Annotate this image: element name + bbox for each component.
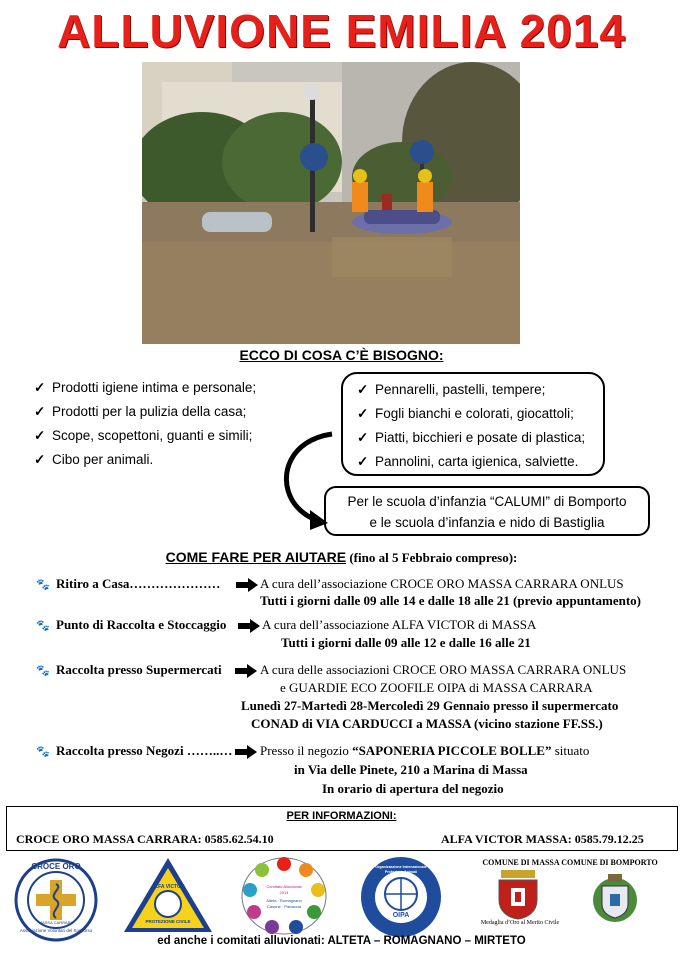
- list-item: ✓ Fogli bianchi e colorati, giocattoli;: [357, 402, 603, 426]
- list-item: ✓ Pannolini, carta igienica, salviette.: [357, 450, 603, 474]
- comitato-alluvionati-logo: Comitato Alluvionati 2014 Alteta · Romagnano Casone · Partaccia: [240, 856, 328, 936]
- section-negozi-line1: Presso il negozio “SAPONERIA PICCOLE BOLLE” situato: [260, 743, 590, 758]
- poster-title: ALLUVIONE EMILIA 2014: [57, 5, 626, 57]
- how-heading: COME FARE PER AIUTARE (fino al 5 Febbraio compreso):: [165, 549, 518, 565]
- comuni-heading: COMUNE DI MASSA COMUNE DI BOMPORTO: [482, 858, 658, 867]
- section-supermercati-line2: e GUARDIE ECO ZOOFILE OIPA di MASSA CARRARA: [280, 680, 593, 695]
- check-icon: ✓: [357, 454, 369, 469]
- section-label-negozi: 🐾 Raccolta presso Negozi ……..…: [36, 743, 233, 758]
- list-item: ✓ Cibo per animali.: [34, 448, 256, 472]
- section-label-ritiro: 🐾 Ritiro a Casa…………………: [36, 576, 221, 591]
- list-item: ✓ Prodotti igiene intima e personale;: [34, 376, 256, 400]
- paw-icon: 🐾: [36, 746, 50, 758]
- info-heading: PER INFORMAZIONI:: [286, 810, 397, 822]
- needs-box-right: [341, 372, 605, 476]
- section-ritiro-line1: A cura dell’associazione CROCE ORO MASSA CARRARA ONLUS: [260, 576, 624, 591]
- oipa-logo: Organizzazione Internazionale Protezione Animali OIPA: [360, 856, 442, 938]
- info-croce-oro-phone: CROCE ORO MASSA CARRARA: 0585.62.54.10: [16, 832, 274, 846]
- arrow-right-icon: [235, 664, 257, 678]
- alfa-victor-logo: ALFA VICTOR PROTEZIONE CIVILE: [122, 856, 214, 936]
- comune-bomporto-crest: [592, 872, 638, 922]
- list-item: ✓ Prodotti per la pulizia della casa;: [34, 400, 256, 424]
- school-note-box: [324, 486, 650, 536]
- flood-photo: [142, 62, 520, 344]
- check-icon: ✓: [34, 404, 46, 419]
- arrow-right-icon: [236, 578, 258, 592]
- section-negozi-line3: In orario di apertura del negozio: [322, 781, 504, 796]
- paw-icon: 🐾: [36, 665, 50, 677]
- section-negozi-line2: in Via delle Pinete, 210 a Marina di Massa: [294, 762, 528, 777]
- check-icon: ✓: [34, 428, 46, 443]
- medaglia-caption: Medaglia d’Oro al Merito Civile: [480, 920, 560, 926]
- section-supermercati-line4: CONAD di VIA CARDUCCI a MASSA (vicino stazione FF.SS.): [251, 716, 603, 731]
- needs-list-left: [34, 376, 256, 472]
- check-icon: ✓: [34, 380, 46, 395]
- list-item: ✓ Scope, scopettoni, guanti e simili;: [34, 424, 256, 448]
- check-icon: ✓: [357, 382, 369, 397]
- section-punto-line1: A cura dell’associazione ALFA VICTOR di MASSA: [262, 617, 537, 632]
- school-note-line1: Per le scuola d’infanzia “CALUMI” di Bomporto: [347, 494, 627, 509]
- section-label-punto: 🐾 Punto di Raccolta e Stoccaggio: [36, 617, 227, 632]
- check-icon: ✓: [357, 406, 369, 421]
- check-icon: ✓: [357, 430, 369, 445]
- section-supermercati-line3: Lunedì 27-Martedì 28-Mercoledì 29 Gennaio presso il supermercato: [241, 698, 619, 713]
- arrow-right-icon: [235, 745, 257, 759]
- paw-icon: 🐾: [36, 620, 50, 632]
- section-supermercati-line1: A cura delle associazioni CROCE ORO MASSA CARRARA ONLUS: [260, 662, 627, 677]
- section-punto-line2: Tutti i giorni dalle 09 alle 12 e dalle 16 alle 21: [281, 635, 531, 650]
- arrow-right-icon: [238, 619, 260, 633]
- needs-heading: ECCO DI COSA C’È BISOGNO:: [239, 347, 444, 363]
- paw-icon: 🐾: [36, 579, 50, 591]
- croce-oro-logo: CROCE ORO MASSA CARRARA Associazione Volontari del Soccorso: [14, 858, 98, 942]
- comune-massa-crest: [493, 868, 543, 920]
- info-alfa-victor-phone: ALFA VICTOR MASSA: 0585.79.12.25: [441, 832, 644, 846]
- list-item: ✓ Piatti, bicchieri e posate di plastica;: [357, 426, 603, 450]
- section-label-supermercati: 🐾 Raccolta presso Supermercati: [36, 662, 222, 677]
- needs-list-right: [357, 378, 603, 474]
- check-icon: ✓: [34, 452, 46, 467]
- footer-note: ed anche i comitati alluvionati: ALTETA – ROMAGNANO – MIRTETO: [157, 935, 526, 947]
- list-item: ✓ Pennarelli, pastelli, tempere;: [357, 378, 603, 402]
- section-ritiro-line2: Tutti i giorni dalle 09 alle 14 e dalle 18 alle 21 (previo appuntamento): [260, 593, 641, 608]
- school-note-line2: e le scuola d’infanzia e nido di Bastiglia: [369, 515, 605, 530]
